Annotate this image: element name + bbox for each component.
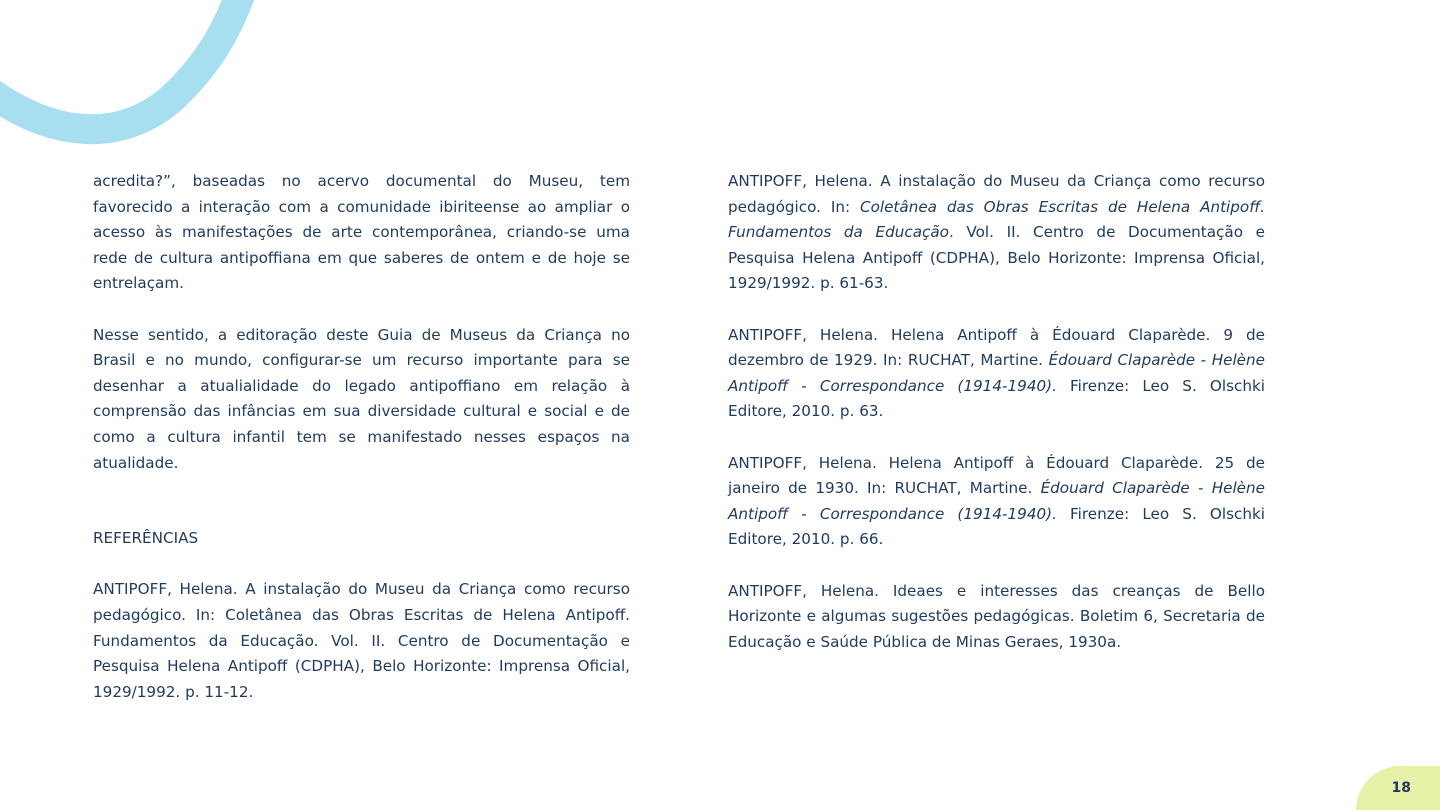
reference-text: ANTIPOFF, Helena. A instalação do Museu da Criança como recurso pedagógico. In: xyxy=(728,172,1265,216)
body-paragraph: acredita?”, baseadas no acervo documental do Museu, tem favorecido a interação com a comunidade ibiriteense ao ampliar o acesso às manifestações de arte contemporânea, criando-se uma rede de cultura antipoffiana em que saberes de ontem e de hoje se entrelaçam. xyxy=(93,172,630,293)
reference-entry: ANTIPOFF, Helena. Ideaes e interesses das creanças de Bello Horizonte e algumas sugestões pedagógicas. Boletim 6, Secretaria de Educação e Saúde Pública de Minas Geraes, 1930a. xyxy=(728,581,1265,651)
reference-text: . Vol. II. Centro de Documentação e Pesquisa Helena Antipoff (CDPHA), Belo Horizonte: Imprensa Oficial, 1929/1992. p. 61-63. xyxy=(728,223,1265,293)
body-paragraph: Nesse sentido, a editoração deste Guia de Museus da Criança no Brasil e no mundo, configurar-se um recurso importante para se desenhar a atualialidade do legado antipoffiano em relação à comprensão das infâncias em sua diversidade cultural e social e de como a cultura infantil tem se manifestado nesses espaços na atualidade. xyxy=(93,325,630,472)
right-text-column xyxy=(728,169,1265,681)
reference-title-italic: Édouard Claparède - Helène Antipoff - Correspondance (1914-1940). xyxy=(728,479,1265,523)
decorative-arc xyxy=(0,0,270,170)
reference-entry xyxy=(728,169,1265,297)
references-heading: REFERÊNCIAS xyxy=(93,529,199,548)
reference-entry xyxy=(728,451,1265,553)
reference-entry xyxy=(728,323,1265,425)
reference-title-italic: Coletânea das Obras Escritas de Helena Antipoff. Fundamentos da Educação xyxy=(728,197,1265,242)
page-number: 18 xyxy=(1391,780,1411,796)
page-number-badge xyxy=(1356,766,1440,810)
reference-text: Firenze: Leo S. Olschki Editore, 2010. p. 66. xyxy=(728,504,1265,549)
reference-entry: ANTIPOFF, Helena. A instalação do Museu da Criança como recurso pedagógico. In: Coletânea das Obras Escritas de Helena Antipoff. Fundamentos da Educação. Vol. II. Centro de Documentação e Pesquisa Helena Antipoff (CDPHA), Belo Horizonte: Imprensa Oficial, 1929/1992. p. 11-12. xyxy=(93,580,630,701)
reference-text: Firenze: Leo S. Olschki Editore, 2010. p. 63. xyxy=(728,376,1265,421)
reference-text: ANTIPOFF, Helena. Helena Antipoff à Édouard Claparède. 25 de janeiro de 1930. In: RUCHAT, Martine. xyxy=(728,453,1265,498)
left-text-column xyxy=(93,169,630,731)
reference-text: ANTIPOFF, Helena. Helena Antipoff à Édouard Claparède. 9 de dezembro de 1929. In: RUCHAT, Martine. xyxy=(728,325,1265,370)
reference-title-italic: Édouard Claparède - Helène Antipoff - Correspondance (1914-1940). xyxy=(728,351,1265,395)
